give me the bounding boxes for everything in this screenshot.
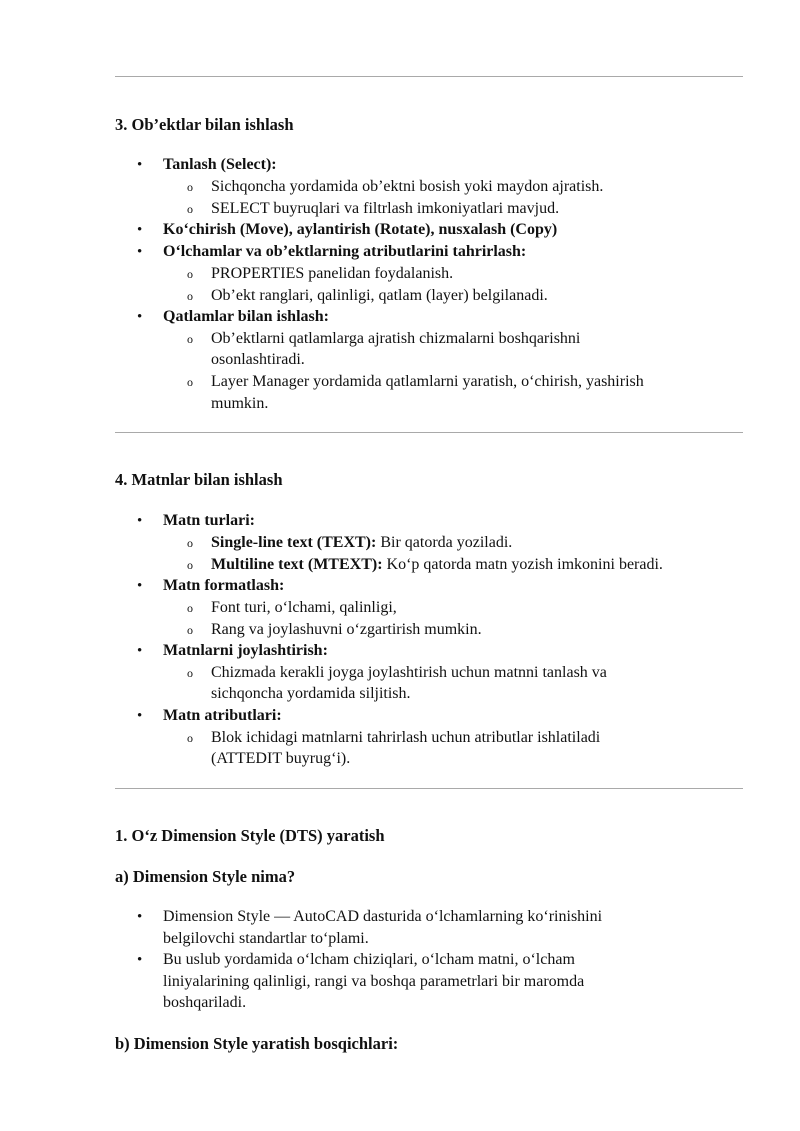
list-item-label: Matn formatlash:	[163, 577, 285, 594]
sub-bullet: o	[187, 623, 193, 637]
subsection-heading: b) Dimension Style yaratish bosqichlari:	[115, 1034, 399, 1053]
bullet: •	[137, 222, 143, 238]
sub-bullet: o	[187, 731, 193, 745]
list-item-continuation: belgilovchi standartlar to‘plami.	[163, 930, 369, 947]
sub-bullet: o	[187, 202, 193, 216]
subsection-heading: a) Dimension Style nima?	[115, 867, 296, 886]
bullet: •	[137, 513, 143, 529]
bullet: •	[137, 708, 143, 724]
list-item-label: Matnlarni joylashtirish:	[163, 642, 328, 659]
sub-bullet: o	[187, 267, 193, 281]
list-item: SELECT buyruqlari va filtrlash imkoniyatlari mavjud.	[211, 200, 560, 217]
bullet: •	[137, 578, 143, 594]
divider	[115, 432, 743, 433]
list-item: Dimension Style — AutoCAD dasturida o‘lchamlarning ko‘rinishini	[163, 908, 603, 925]
list-item	[211, 555, 663, 575]
section-heading: 4. Matnlar bilan ishlash	[115, 470, 283, 489]
list-item-continuation: liniyalarining qalinligi, rangi va boshqa parametrlari bir maromda	[163, 973, 585, 990]
sub-bullet: o	[187, 558, 193, 572]
list-item-continuation: osonlashtiradi.	[211, 351, 305, 368]
list-item	[211, 533, 512, 553]
list-item: Chizmada kerakli joyga joylashtirish uchun matnni tanlash va	[211, 664, 607, 681]
list-item-label: Matn turlari:	[163, 512, 255, 529]
bullet: •	[137, 643, 143, 659]
definition: Bir qatorda yoziladi.	[376, 534, 513, 551]
list-item: Bu uslub yordamida o‘lcham chiziqlari, o‘lcham matni, o‘lcham	[163, 951, 575, 968]
bullet: •	[137, 157, 143, 173]
list-item-label: Qatlamlar bilan ishlash:	[163, 308, 329, 325]
list-item: PROPERTIES panelidan foydalanish.	[211, 265, 454, 282]
list-item-label: Matn atributlari:	[163, 707, 282, 724]
list-item: Ob’ektlarni qatlamlarga ajratish chizmalarni boshqarishni	[211, 330, 581, 347]
list-item-continuation: boshqariladi.	[163, 994, 247, 1011]
sub-bullet: o	[187, 180, 193, 194]
list-item-label: Tanlash (Select):	[163, 156, 277, 173]
list-item-continuation: mumkin.	[211, 395, 269, 412]
bullet: •	[137, 309, 143, 325]
sub-bullet: o	[187, 601, 193, 615]
list-item: Sichqoncha yordamida ob’ektni bosish yoki maydon ajratish.	[211, 178, 604, 195]
section-heading: 3. Ob’ektlar bilan ishlash	[115, 115, 294, 134]
sub-bullet: o	[187, 375, 193, 389]
list-item: Font turi, o‘lchami, qalinligi,	[211, 599, 397, 616]
divider	[115, 788, 743, 789]
list-item-label: O‘lchamlar va ob’ektlarning atributlarini tahrirlash:	[163, 243, 527, 260]
bullet: •	[137, 244, 143, 260]
list-item-continuation: sichqoncha yordamida siljitish.	[211, 685, 411, 702]
list-item: Rang va joylashuvni o‘zgartirish mumkin.	[211, 621, 482, 638]
sub-bullet: o	[187, 332, 193, 346]
term: Multiline text (MTEXT):	[211, 556, 383, 573]
sub-bullet: o	[187, 289, 193, 303]
list-item-continuation: (ATTEDIT buyrug‘i).	[211, 750, 351, 767]
list-item: Layer Manager yordamida qatlamlarni yaratish, o‘chirish, yashirish	[211, 373, 644, 390]
list-item: Ob’ekt ranglari, qalinligi, qatlam (layer) belgilanadi.	[211, 287, 548, 304]
bullet: •	[137, 952, 143, 968]
bullet: •	[137, 909, 143, 925]
section-heading: 1. O‘z Dimension Style (DTS) yaratish	[115, 826, 385, 845]
definition: Ko‘p qatorda matn yozish imkonini beradi.	[382, 556, 663, 573]
list-item-label: Ko‘chirish (Move), aylantirish (Rotate), nusxalash (Copy)	[163, 221, 558, 238]
sub-bullet: o	[187, 536, 193, 550]
divider	[115, 76, 743, 77]
sub-bullet: o	[187, 666, 193, 680]
list-item: Blok ichidagi matnlarni tahrirlash uchun atributlar ishlatiladi	[211, 729, 601, 746]
term: Single-line text (TEXT):	[211, 534, 377, 551]
